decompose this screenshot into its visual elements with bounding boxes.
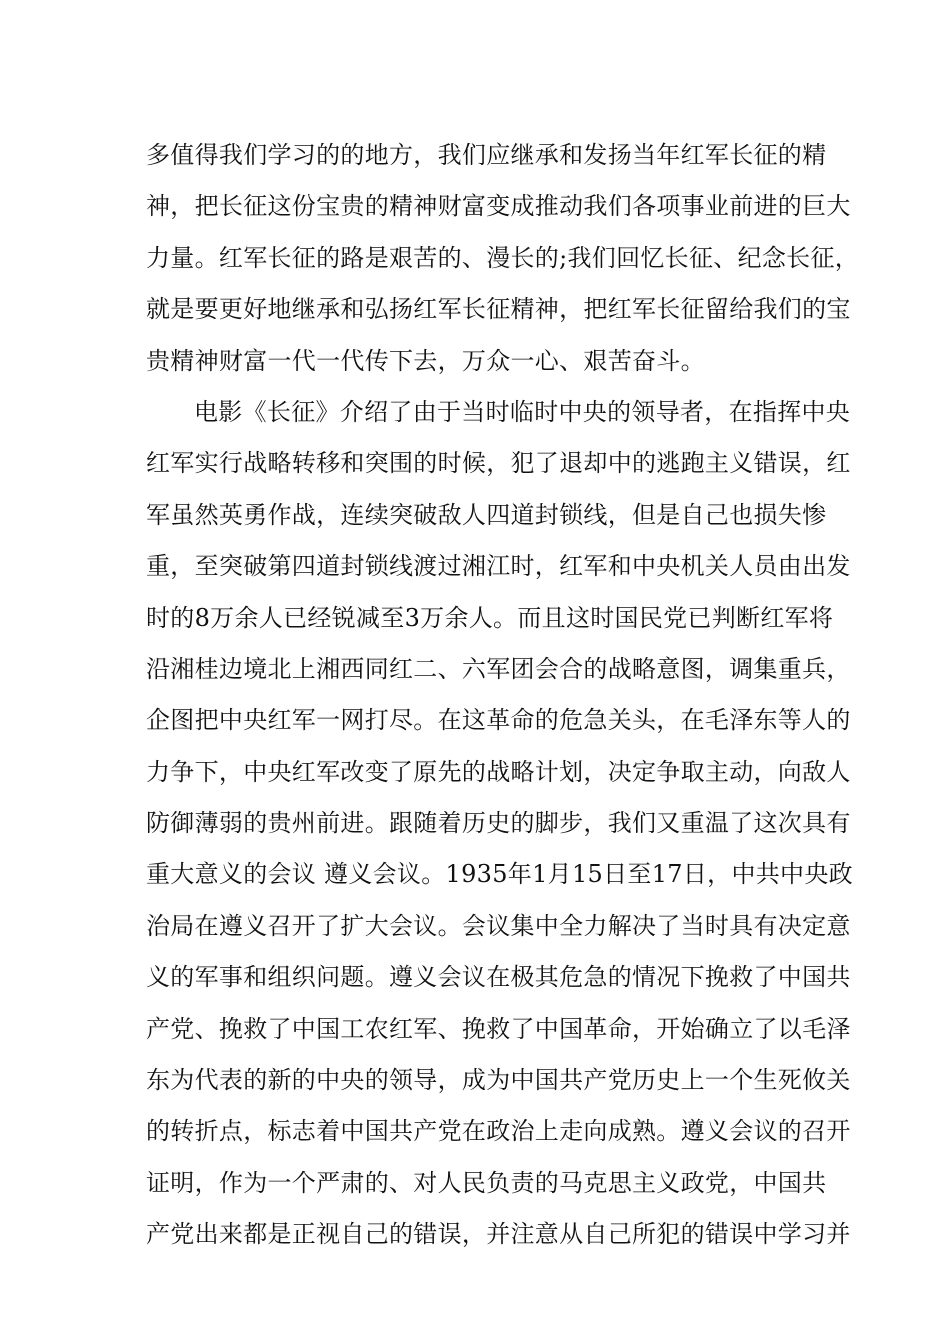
text-line: 力量。红军长征的路是艰苦的、漫长的;我们回忆长征、纪念长征， [146, 243, 860, 272]
paragraph-first-line: 电影《长征》介绍了由于当时临时中央的领导者，在指挥中央 [194, 397, 851, 426]
text-line: 产党出来都是正视自己的错误，并注意从自己所犯的错误中学习并 [146, 1220, 851, 1249]
text-line: 沿湘桂边境北上湘西同红二、六军团会合的战略意图，调集重兵， [146, 654, 851, 683]
text-line: 证明，作为一个严肃的、对人民负责的马克思主义政党，中国共 [146, 1168, 827, 1197]
text-line: 力争下，中央红军改变了原先的战略计划，决定争取主动，向敌人 [146, 757, 851, 786]
text-line: 产党、挽救了中国工农红军、挽救了中国革命，开始确立了以毛泽 [146, 1014, 851, 1043]
text-line: 时的8万余人已经锐减至3万余人。而且这时国民党已判断红军将 [146, 603, 834, 632]
text-line: 贵精神财富一代一代传下去，万众一心、艰苦奋斗。 [146, 346, 705, 375]
text-line: 就是要更好地继承和弘扬红军长征精神，把红军长征留给我们的宝 [146, 295, 851, 324]
text-line: 义的军事和组织问题。遵义会议在极其危急的情况下挽救了中国共 [146, 963, 851, 992]
text-line: 重，至突破第四道封锁线渡过湘江时，红军和中央机关人员由出发 [146, 552, 851, 581]
text-line: 重大意义的会议 遵义会议。1935年1月15日至17日，中共中央政 [146, 860, 853, 889]
text-line: 神，把长征这份宝贵的精神财富变成推动我们各项事业前进的巨大 [146, 192, 851, 221]
body-text [146, 130, 860, 1261]
text-line: 军虽然英勇作战，连续突破敌人四道封锁线，但是自己也损失惨 [146, 500, 827, 529]
text-line: 的转折点，标志着中国共产党在政治上走向成熟。遵义会议的召开 [146, 1117, 851, 1146]
text-line: 东为代表的新的中央的领导，成为中国共产党历史上一个生死攸关 [146, 1066, 851, 1095]
text-line: 红军实行战略转移和突围的时候，犯了退却中的逃跑主义错误，红 [146, 449, 851, 478]
text-line: 多值得我们学习的的地方，我们应继承和发扬当年红军长征的精 [146, 141, 827, 169]
text-line: 治局在遵义召开了扩大会议。会议集中全力解决了当时具有决定意 [146, 911, 851, 940]
text-line: 防御薄弱的贵州前进。跟随着历史的脚步，我们又重温了这次具有 [146, 809, 851, 838]
text-line: 企图把中央红军一网打尽。在这革命的危急关头，在毛泽东等人的 [146, 706, 851, 735]
